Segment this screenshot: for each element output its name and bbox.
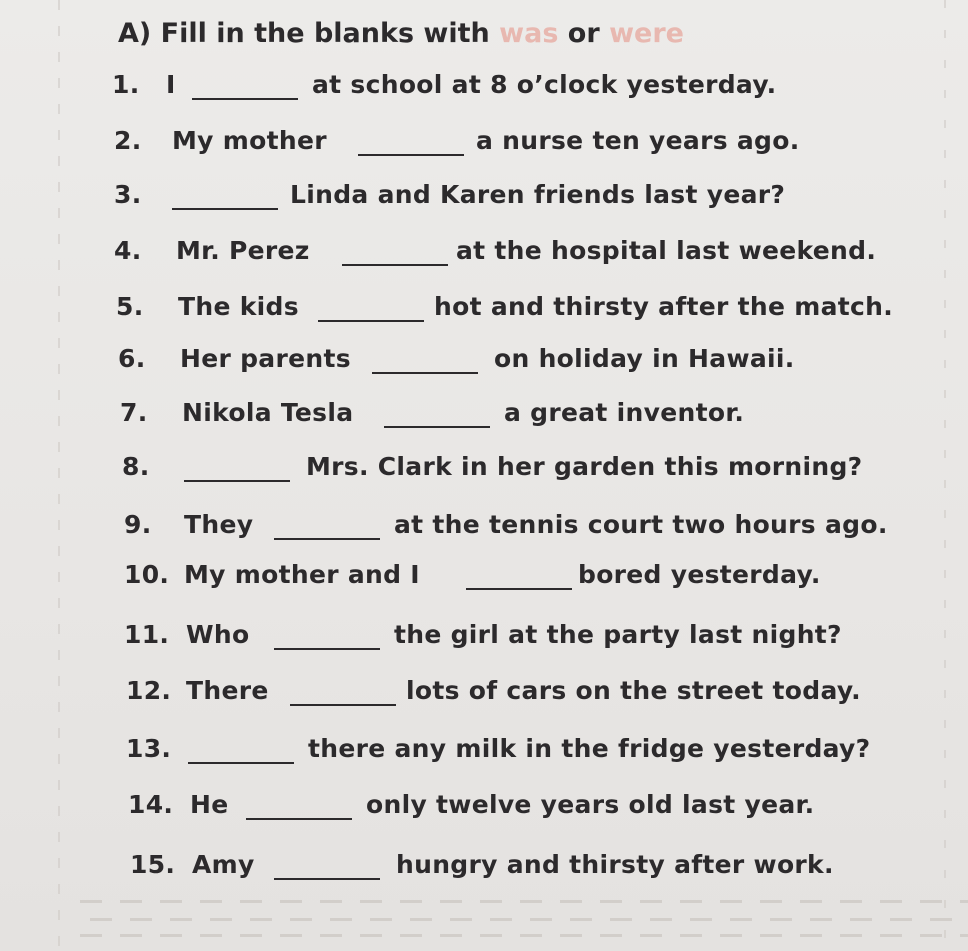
answer-blank[interactable]: [372, 346, 478, 374]
answer-blank[interactable]: [358, 128, 464, 156]
answer-blank[interactable]: [274, 852, 380, 880]
question-number: 15.: [130, 850, 176, 879]
question-number: 14.: [128, 790, 174, 819]
answer-blank[interactable]: [466, 562, 572, 590]
answer-blank[interactable]: [274, 622, 380, 650]
answer-blank[interactable]: [192, 72, 298, 100]
question-text-after-blank: lots of cars on the street today.: [406, 676, 861, 705]
question-text-before-blank: They: [184, 510, 254, 539]
answer-blank[interactable]: [172, 182, 278, 210]
title-word-were: were: [609, 18, 684, 49]
question-text-before-blank: Who: [186, 620, 250, 649]
question-number: 13.: [126, 734, 172, 763]
question-number: 4.: [114, 236, 142, 265]
question-text-after-blank: at school at 8 o’clock yesterday.: [312, 70, 777, 99]
answer-blank[interactable]: [290, 678, 396, 706]
question-number: 8.: [122, 452, 150, 481]
answer-blank[interactable]: [274, 512, 380, 540]
question-text-after-blank: at the hospital last weekend.: [456, 236, 877, 265]
question-number: 6.: [118, 344, 146, 373]
question-number: 12.: [126, 676, 172, 705]
question-number: 2.: [114, 126, 142, 155]
right-margin-line: [944, 0, 946, 951]
question-text-before-blank: Mr. Perez: [176, 236, 310, 265]
question-number: 5.: [116, 292, 144, 321]
question-number: 11.: [124, 620, 170, 649]
question-number: 9.: [124, 510, 152, 539]
question-text-before-blank: Amy: [192, 850, 255, 879]
title-word-was: was: [499, 18, 559, 49]
question-text-before-blank: He: [190, 790, 229, 819]
question-text-before-blank: I: [166, 70, 176, 99]
question-number: 1.: [112, 70, 140, 99]
bottom-dashed-lines: [80, 900, 968, 940]
answer-blank[interactable]: [318, 294, 424, 322]
question-text-after-blank: hot and thirsty after the match.: [434, 292, 894, 321]
question-text-after-blank: bored yesterday.: [578, 560, 821, 589]
question-text-before-blank: Nikola Tesla: [182, 398, 354, 427]
answer-blank[interactable]: [384, 400, 490, 428]
question-text-after-blank: Linda and Karen friends last year?: [290, 180, 786, 209]
question-text-after-blank: on holiday in Hawaii.: [494, 344, 795, 373]
answer-blank[interactable]: [184, 454, 290, 482]
title-middle: or: [567, 18, 600, 49]
answer-blank[interactable]: [342, 238, 448, 266]
left-margin-line: [58, 0, 60, 951]
question-text-after-blank: the girl at the party last night?: [394, 620, 842, 649]
title-prefix: A) Fill in the blanks with: [118, 18, 490, 49]
question-text-after-blank: hungry and thirsty after work.: [396, 850, 834, 879]
question-text-after-blank: Mrs. Clark in her garden this morning?: [306, 452, 863, 481]
question-text-after-blank: a nurse ten years ago.: [476, 126, 800, 155]
question-number: 10.: [124, 560, 170, 589]
question-text-before-blank: Her parents: [180, 344, 351, 373]
question-text-before-blank: My mother: [172, 126, 327, 155]
question-text-after-blank: at the tennis court two hours ago.: [394, 510, 888, 539]
question-text-after-blank: a great inventor.: [504, 398, 745, 427]
question-text-after-blank: there any milk in the fridge yesterday?: [308, 734, 871, 763]
question-number: 7.: [120, 398, 148, 427]
exercise-title: [118, 18, 684, 49]
question-text-after-blank: only twelve years old last year.: [366, 790, 815, 819]
question-number: 3.: [114, 180, 142, 209]
answer-blank[interactable]: [246, 792, 352, 820]
question-text-before-blank: My mother and I: [184, 560, 420, 589]
question-text-before-blank: The kids: [178, 292, 299, 321]
question-text-before-blank: There: [186, 676, 269, 705]
answer-blank[interactable]: [188, 736, 294, 764]
